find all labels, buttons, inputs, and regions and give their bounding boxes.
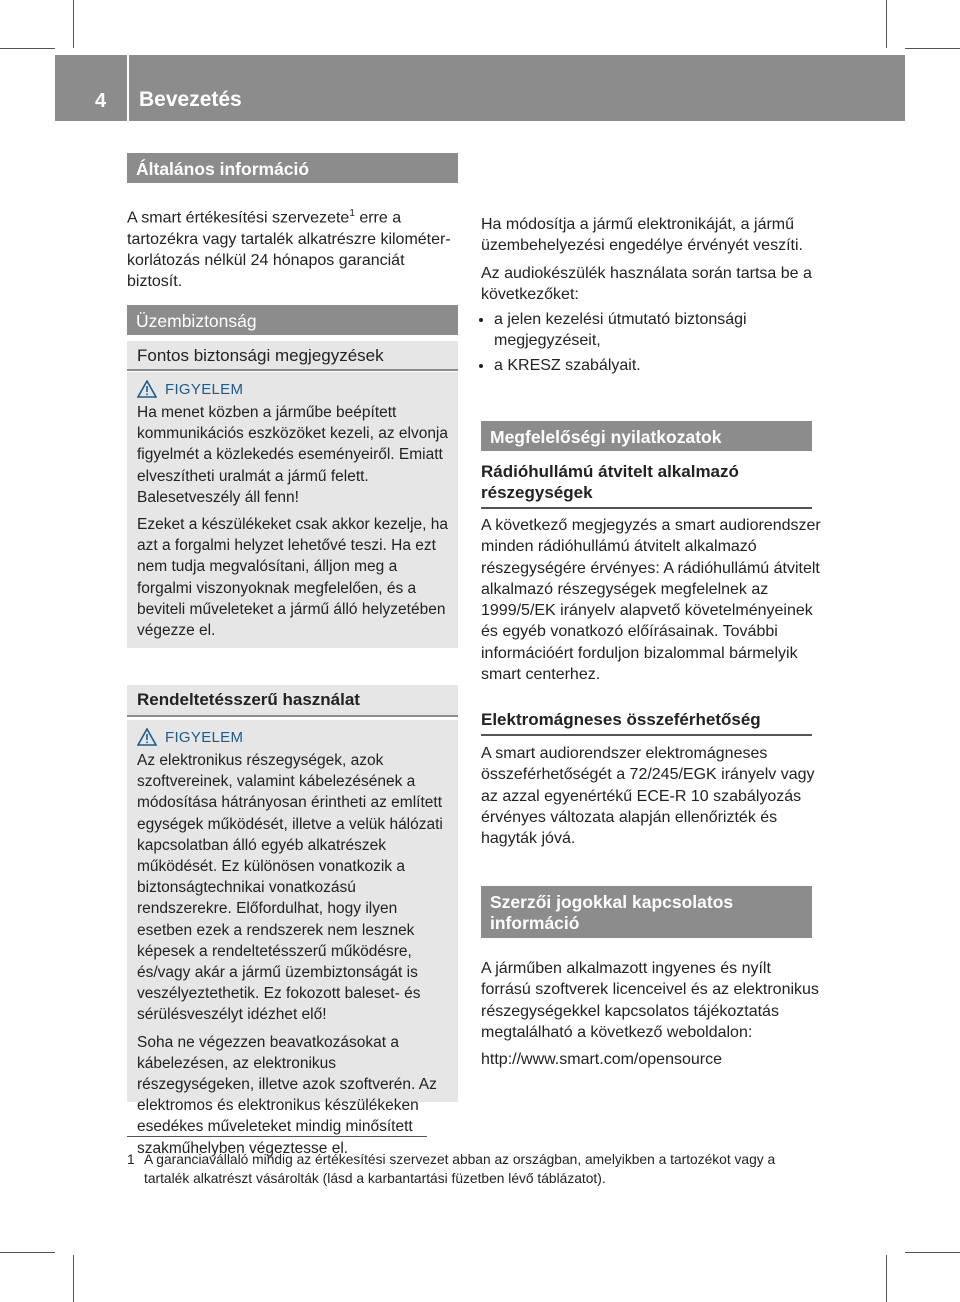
warning-box-2 [127,720,458,1157]
paragraph: A következő megjegyzés a smart audiorendszer minden rádióhullámú átvitelt alkalmazó részegységére érvényes: A rádióhullámú átvitelt alkalmazó részegységek megfelelnek az 1999/5/EK irányelv alapvető követelményeinek és egyéb vonatkozó előírásainak. További információért forduljon bizalommal bármelyik smart centerhez. [481,517,821,684]
warning-text: Ha menet közben a járműbe beépített kommunikációs eszközöket kezeli, az elvonja figyelmét a közlekedés eseményeiről. Emiatt elveszítheti uralmát a jármű felett. Balesetveszély áll fenn! [137,404,448,506]
paragraph: A járműben alkalmazott ingyenes és nyílt forrású szoftverek licenceivel és az elektronikus részegységekkel kapcsolatos tájékoztatás megtalálható a következő weboldalon: [481,960,819,1041]
crop-mark [0,1252,55,1253]
section-heading-safety: Üzembiztonság [127,305,458,335]
header-divider [127,55,129,121]
section-heading-conformity: Megfelelőségi nyilatkozatok [481,421,812,451]
emc-paragraph [481,743,821,849]
footnote-text: A garanciavállaló mindig az értékesítési szervezet abban az országban, amelyikben a tartozékot vagy a tartalék alkatrészt vásárolták (lásd a karbantartási füzetben lévő táblázatot). [144,1152,776,1186]
warning-header [137,728,448,746]
warning-triangle-icon [137,728,157,746]
warning-label: FIGYELEM [165,728,244,746]
website-url[interactable]: http://www.smart.com/opensource [481,1051,722,1069]
section-heading-copyright: Szerzői jogokkal kapcsolatos információ [481,886,812,938]
radio-paragraph [481,515,821,685]
subheading-radio: Rádióhullámú átvitelt alkalmazó részegységek [481,461,812,509]
page-number: 4 [95,90,107,112]
warning-text: Soha ne végezzen beavatkozásokat a kábelezésen, az elektronikus részegységeken, illetve azok szoftverén. Az elektromos és elektronikus készülékeken esedékes műveleteket mindig minősített szakműhelyben végeztesse el. [137,1033,437,1157]
copyright-paragraph [481,958,821,1070]
list-item: • a jelen kezelési útmutató biztonsági megjegyzéseit, [494,309,831,351]
chapter-title: Bevezetés [139,88,242,111]
subheading-safety-notes: Fontos biztonsági megjegyzések [127,341,458,371]
subheading-emc: Elektromágneses összeférhetőség [481,709,812,736]
crop-mark [73,1255,74,1302]
general-info-paragraph [127,203,458,293]
warning-text: Ezeket a készülékeket csak akkor kezelje, ha azt a forgalmi helyzet lehetővé teszi. Ha ezt nem tudja megvalósítani, álljon meg a forgalmi viszonyoknak megfelelően, és a beviteli műveleteket a jármű álló helyzetében végezze el. [137,516,449,640]
crop-mark [905,1252,960,1253]
paragraph: Ha módosítja a jármű elektronikáját, a jármű üzembehelyezési engedélye érvényét veszíti. [481,216,803,255]
crop-mark [886,0,887,48]
warning-text: Az elektronikus részegységek, azok szoftvereinek, valamint kábelezésének a módosítása hátrányosan érintheti az említett egységek működését, illetve a velük hálózati kapcsolatban álló egyéb alkatrészek működését. Ez különösen vonatkozik a biztonságtechnikai vonatkozású rendszerekre. Előfordulhat, hogy ilyen esetben ezek a rendszerek nem lesznek képesek a rendeltetésszerű működésre, és/vagy akár a jármű üzembiztonságát is veszélyeztethetik. Ez fokozott baleset- és sérülésveszélyt idézhet elő! [137,752,443,1024]
warning-label: FIGYELEM [165,380,244,398]
general-text-a: A smart értékesítési szervezete [127,209,350,227]
bullet-list [481,309,831,376]
warning-triangle-icon [137,380,157,398]
page-header [55,55,905,121]
crop-mark [886,1255,887,1302]
crop-mark [73,0,74,48]
crop-mark [905,48,960,49]
footnote-rule [127,1136,427,1137]
footnote-number: 1 [127,1152,135,1167]
warning-box-1 [127,372,458,648]
right-column-intro [481,214,831,380]
general-text-b: erre a tartozékra vagy tartalék alkatrészre kilométer-korlátozás nélkül 24 hónapos garanciát biztosít. [127,209,451,291]
section-heading-intended-use: Rendeltetésszerű használat [127,685,458,717]
warning-header [137,380,448,398]
footnote [127,1150,817,1188]
crop-mark [0,48,55,49]
paragraph: Az audiokészülék használata során tartsa be a következőket: [481,264,812,303]
list-item: • a KRESZ szabályait. [494,355,831,376]
footnote-reference: 1 [349,208,355,219]
section-heading-general: Általános információ [127,153,458,183]
paragraph: A smart audiorendszer elektromágneses összeférhetőségét a 72/245/EGK irányelv vagy az azzal egyenértékű ECE-R 10 szabályozás érvényes változata alapján ellenőrizték és hagyták jóvá. [481,745,815,848]
